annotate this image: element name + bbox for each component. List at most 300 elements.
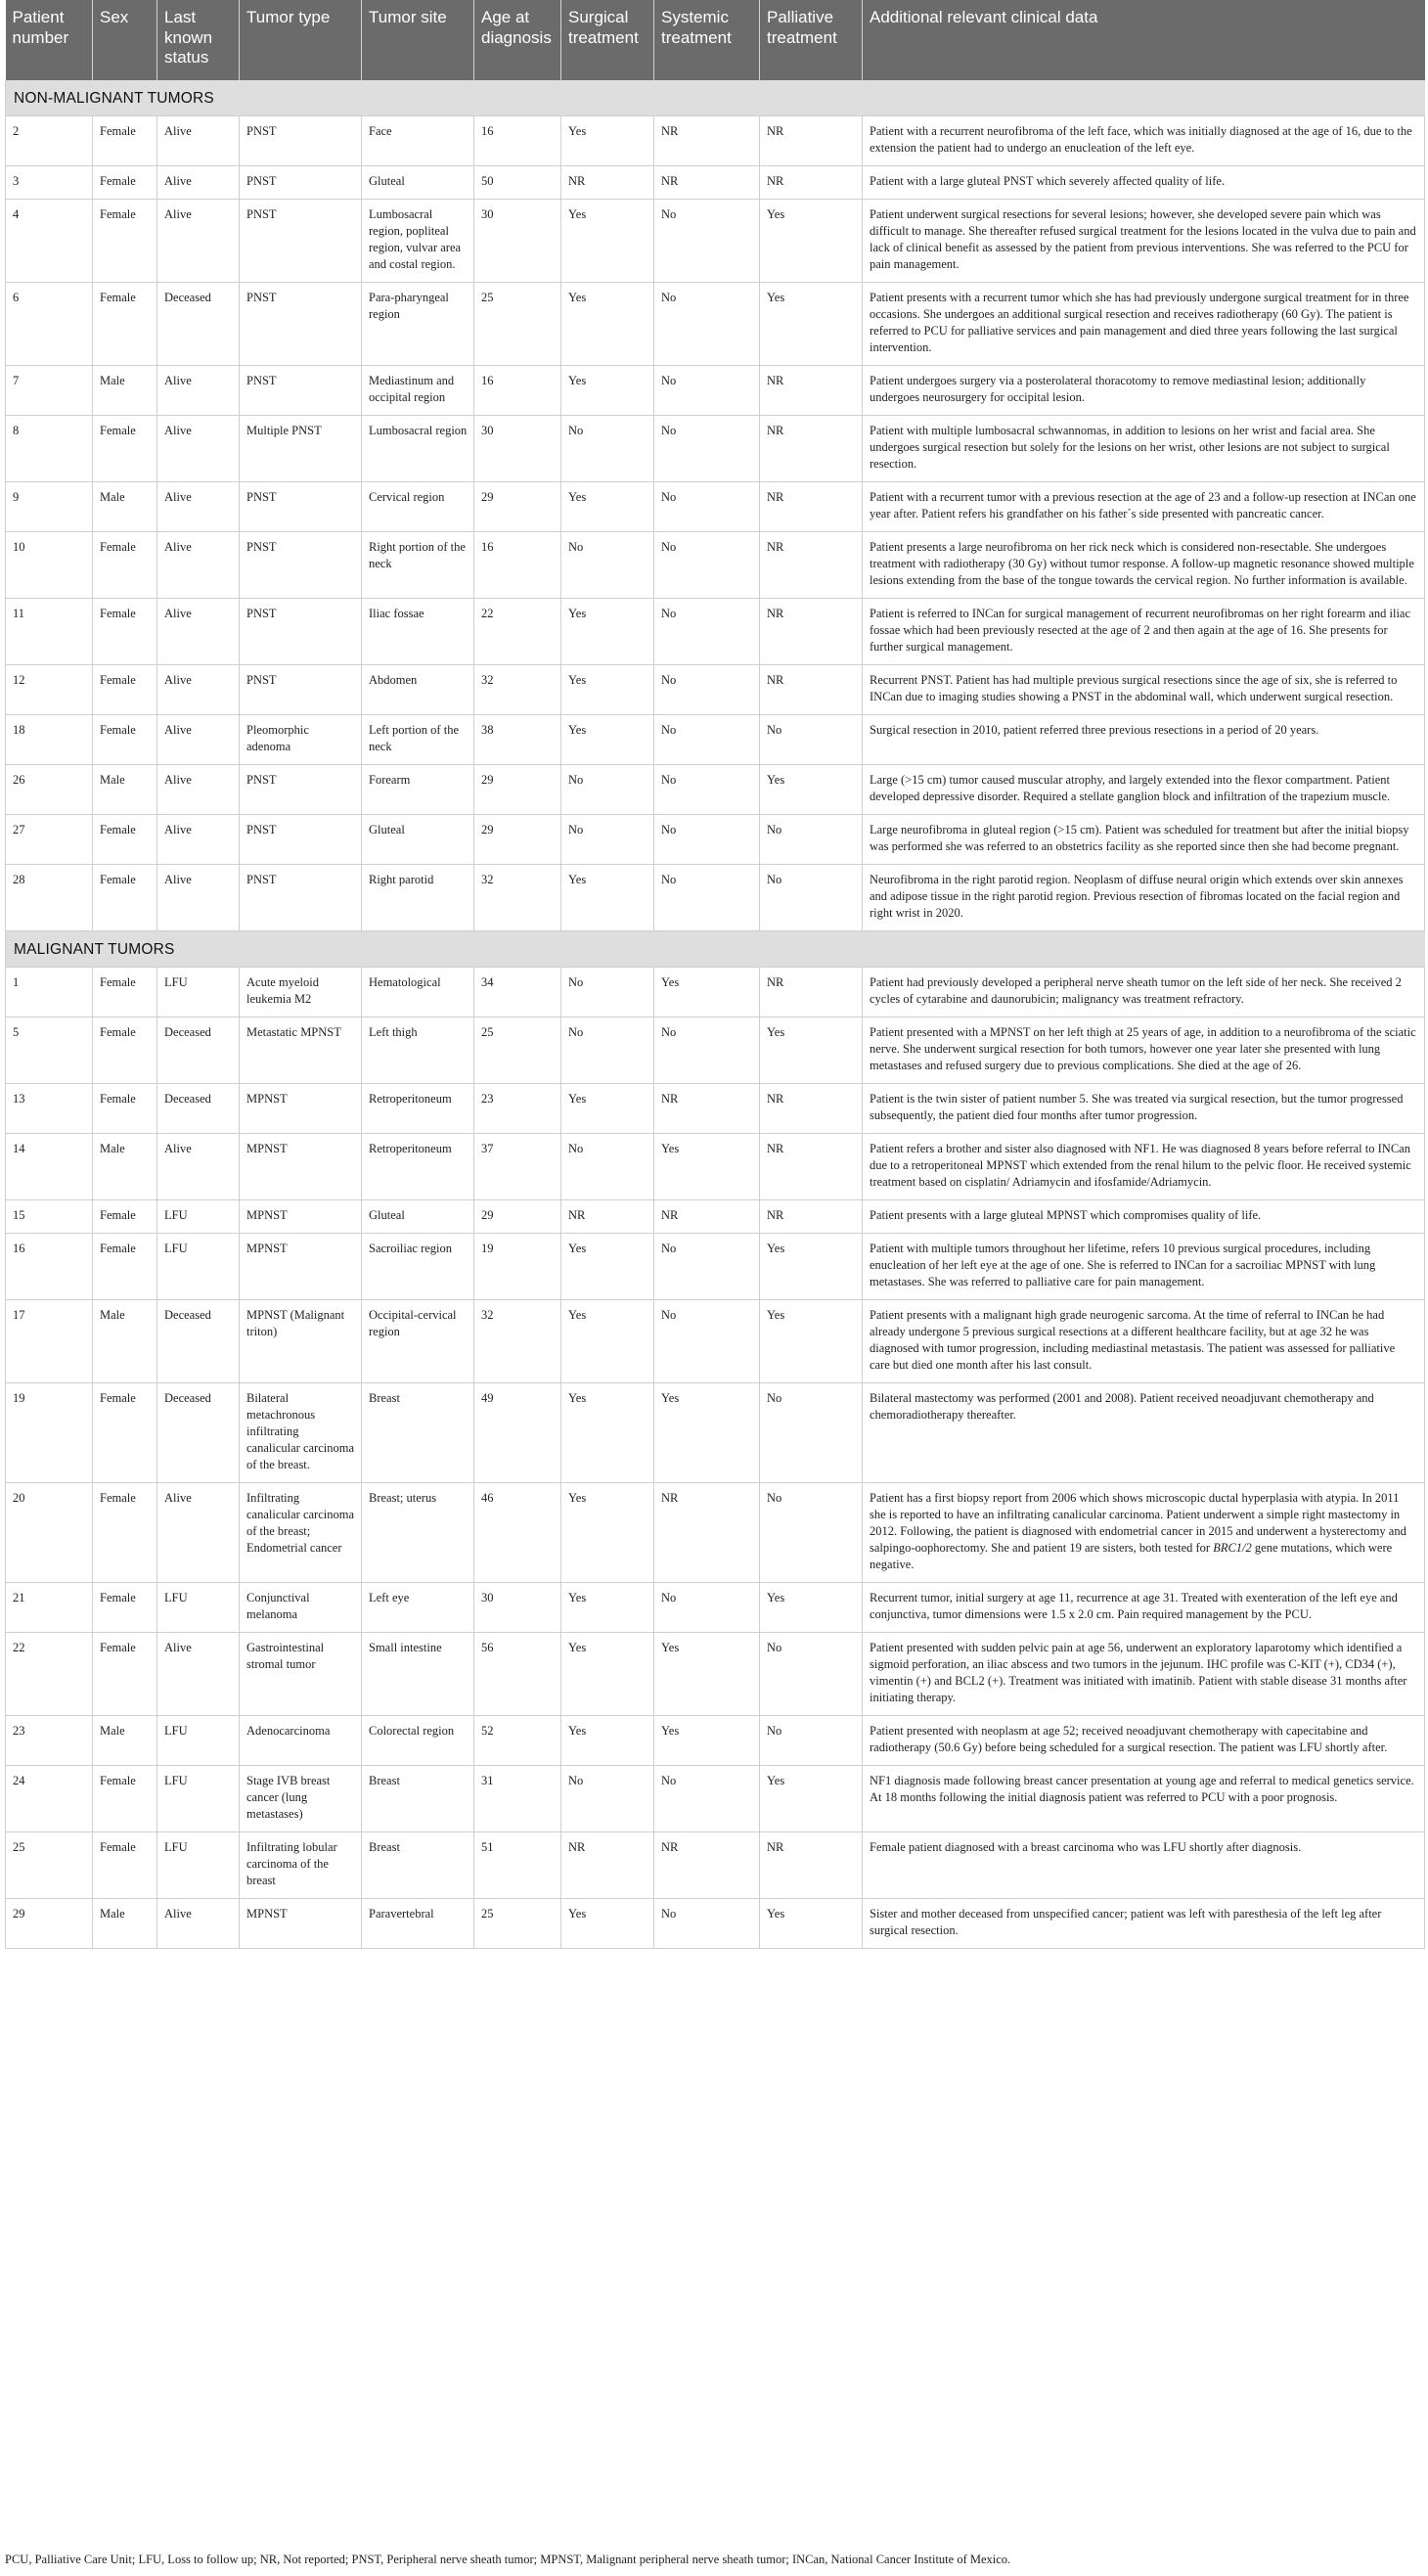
sex-cell: Male [93,1716,157,1766]
clinical-notes-cell: Patient presents a large neurofibroma on her rick neck which is considered non-resectable. She undergoes treatment with radiotherapy (30 Gy) without tumor response. A follow-up magnetic resonance showed multiple lesions extending from the base of the tongue towards the cervical region. No further information is available. [863,532,1425,599]
surgical-cell: No [561,815,654,865]
surgical-cell: Yes [561,366,654,416]
surgical-cell: No [561,1134,654,1200]
systemic-cell: NR [654,166,760,200]
surgical-cell: Yes [561,665,654,715]
age-cell: 38 [474,715,561,765]
tumor-site-cell: Right portion of the neck [362,532,474,599]
age-cell: 29 [474,765,561,815]
status-cell: Alive [157,1899,240,1949]
palliative-cell: NR [760,366,863,416]
palliative-cell: NR [760,482,863,532]
table-row [6,1300,1425,1383]
age-cell: 52 [474,1716,561,1766]
header-additional-clinical-data: Additional relevant clinical data [863,0,1425,80]
systemic-cell: NR [654,116,760,166]
systemic-cell: No [654,1583,760,1633]
patient-number-cell: 20 [6,1483,93,1583]
age-cell: 32 [474,1300,561,1383]
palliative-cell: Yes [760,1899,863,1949]
clinical-notes-cell: Patient has a first biopsy report from 2006 which shows microscopic ductal hyperplasia with atypia. In 2011 she is reported to have an infiltrating canalicular carcinoma. Patient underwent a simple right mastectomy in 2012. Following, the patient is diagnosed with endometrial cancer in 2015 and underwent a hysterectomy and salpingo-oophorectomy. She and patient 19 are sisters, both tested for BRC1/2 gene mutations, which were negative. [863,1483,1425,1583]
surgical-cell: Yes [561,482,654,532]
table-row [6,1234,1425,1300]
sex-cell: Female [93,1832,157,1899]
surgical-cell: Yes [561,599,654,665]
patient-number-cell: 21 [6,1583,93,1633]
patient-number-cell: 7 [6,366,93,416]
tumor-site-cell: Abdomen [362,665,474,715]
palliative-cell: Yes [760,765,863,815]
tumor-site-cell: Occipital-cervical region [362,1300,474,1383]
age-cell: 56 [474,1633,561,1716]
tumor-type-cell: MPNST (Malignant triton) [240,1300,362,1383]
sex-cell: Female [93,665,157,715]
header-systemic-treatment: Systemic treatment [654,0,760,80]
age-cell: 29 [474,482,561,532]
patient-number-cell: 15 [6,1200,93,1234]
table-row [6,715,1425,765]
status-cell: LFU [157,1766,240,1832]
patient-number-cell: 3 [6,166,93,200]
status-cell: Deceased [157,1084,240,1134]
table-body [6,80,1425,1949]
systemic-cell: No [654,599,760,665]
table-row [6,1383,1425,1483]
systemic-cell: Yes [654,1383,760,1483]
surgical-cell: Yes [561,865,654,931]
systemic-cell: NR [654,1200,760,1234]
surgical-cell: No [561,416,654,482]
header-patient-number: Patient number [6,0,93,80]
tumor-site-cell: Sacroiliac region [362,1234,474,1300]
age-cell: 30 [474,416,561,482]
surgical-cell: Yes [561,1084,654,1134]
surgical-cell: Yes [561,1583,654,1633]
status-cell: Alive [157,116,240,166]
tumor-site-cell: Retroperitoneum [362,1134,474,1200]
table-row [6,1084,1425,1134]
header-tumor-type: Tumor type [240,0,362,80]
palliative-cell: Yes [760,283,863,366]
tumor-type-cell: Adenocarcinoma [240,1716,362,1766]
surgical-cell: NR [561,166,654,200]
tumor-type-cell: Metastatic MPNST [240,1017,362,1084]
tumor-site-cell: Right parotid [362,865,474,931]
clinical-notes-cell: Patient presents with a recurrent tumor which she has had previously undergone surgical treatment for in three occasions. She undergoes an additional surgical resection and receives radiotherapy (60 Gy). The patient is referred to PCU for palliative services and pain management and died three years following the last surgical intervention. [863,283,1425,366]
table-row [6,1832,1425,1899]
status-cell: Deceased [157,283,240,366]
systemic-cell: No [654,765,760,815]
table-row [6,116,1425,166]
status-cell: LFU [157,1200,240,1234]
palliative-cell: No [760,1483,863,1583]
palliative-cell: No [760,715,863,765]
status-cell: Alive [157,1134,240,1200]
tumor-site-cell: Gluteal [362,166,474,200]
surgical-cell: No [561,765,654,815]
systemic-cell: NR [654,1084,760,1134]
clinical-notes-cell: Sister and mother deceased from unspecified cancer; patient was left with paresthesia of the left leg after surgical resection. [863,1899,1425,1949]
clinical-notes-cell: Patient with a recurrent tumor with a previous resection at the age of 23 and a follow-up resection at INCan one year after. Patient refers his grandfather on his father´s side presented with pancreatic cancer. [863,482,1425,532]
palliative-cell: Yes [760,1583,863,1633]
tumor-site-cell: Para-pharyngeal region [362,283,474,366]
sex-cell: Female [93,1084,157,1134]
table-row [6,1716,1425,1766]
sex-cell: Female [93,1383,157,1483]
sex-cell: Female [93,968,157,1017]
clinical-notes-cell: Recurrent tumor, initial surgery at age 11, recurrence at age 31. Treated with exenteration of the left eye and conjunctiva, tumor dimensions were 1.5 x 2.0 cm. Pain required management by the PCU. [863,1583,1425,1633]
tumor-type-cell: PNST [240,865,362,931]
clinical-notes-cell: Patient is referred to INCan for surgical management of recurrent neurofibromas on her right forearm and iliac fossae which had been previously resected at the age of 2 and then again at the age of 16. She presents for further surgical management. [863,599,1425,665]
patient-number-cell: 17 [6,1300,93,1383]
tumor-type-cell: Stage IVB breast cancer (lung metastases) [240,1766,362,1832]
table-row [6,1583,1425,1633]
header-row [6,0,1425,80]
palliative-cell: No [760,1383,863,1483]
status-cell: Alive [157,200,240,283]
header-last-known-status: Last known status [157,0,240,80]
surgical-cell: Yes [561,1899,654,1949]
systemic-cell: No [654,1234,760,1300]
age-cell: 25 [474,1899,561,1949]
clinical-notes-cell: Patient undergoes surgery via a posterolateral thoracotomy to remove mediastinal lesion; additionally undergoes neurosurgery for occipital lesion. [863,366,1425,416]
clinical-notes-cell: Female patient diagnosed with a breast carcinoma who was LFU shortly after diagnosis. [863,1832,1425,1899]
tumor-type-cell: MPNST [240,1899,362,1949]
clinical-notes-cell: Patient presented with a MPNST on her left thigh at 25 years of age, in addition to a neurofibroma of the sciatic nerve. She underwent surgical resection for both tumors, however one year later she presented with lung metastases and refused surgery due to previous complications. She died at the age of 26. [863,1017,1425,1084]
tumor-type-cell: Gastrointestinal stromal tumor [240,1633,362,1716]
sex-cell: Female [93,1200,157,1234]
systemic-cell: No [654,1300,760,1383]
systemic-cell: No [654,1899,760,1949]
sex-cell: Female [93,166,157,200]
tumor-type-cell: PNST [240,482,362,532]
header-age-at-diagnosis: Age at diagnosis [474,0,561,80]
surgical-cell: Yes [561,1383,654,1483]
surgical-cell: No [561,968,654,1017]
table-row [6,815,1425,865]
age-cell: 16 [474,366,561,416]
table-row [6,482,1425,532]
status-cell: Alive [157,765,240,815]
section-title: MALIGNANT TUMORS [6,931,1425,968]
age-cell: 22 [474,599,561,665]
tumor-type-cell: Pleomorphic adenoma [240,715,362,765]
surgical-cell: Yes [561,1483,654,1583]
tumor-site-cell: Lumbosacral region, popliteal region, vulvar area and costal region. [362,200,474,283]
surgical-cell: No [561,1766,654,1832]
palliative-cell: Yes [760,200,863,283]
age-cell: 50 [474,166,561,200]
tumor-type-cell: PNST [240,532,362,599]
tumor-site-cell: Paravertebral [362,1899,474,1949]
surgical-cell: No [561,532,654,599]
sex-cell: Female [93,200,157,283]
patient-number-cell: 8 [6,416,93,482]
status-cell: Alive [157,416,240,482]
status-cell: Alive [157,1633,240,1716]
table-row [6,1483,1425,1583]
status-cell: Deceased [157,1383,240,1483]
surgical-cell: No [561,1017,654,1084]
palliative-cell: NR [760,532,863,599]
systemic-cell: No [654,665,760,715]
tumor-type-cell: Bilateral metachronous infiltrating canalicular carcinoma of the breast. [240,1383,362,1483]
patient-number-cell: 29 [6,1899,93,1949]
tumor-type-cell: PNST [240,599,362,665]
status-cell: Deceased [157,1017,240,1084]
systemic-cell: No [654,416,760,482]
systemic-cell: No [654,532,760,599]
palliative-cell: No [760,865,863,931]
status-cell: Alive [157,815,240,865]
palliative-cell: NR [760,1084,863,1134]
clinical-notes-cell: Patient with multiple lumbosacral schwannomas, in addition to lesions on her wrist and facial area. She undergoes surgical resection but solely for the lesions on her wrist, other lesions are not subject to surgical resection. [863,416,1425,482]
tumor-type-cell: MPNST [240,1134,362,1200]
clinical-notes-cell: Large neurofibroma in gluteal region (>15 cm). Patient was scheduled for treatment but after the initial biopsy was performed she was referred to an obstetrics facility as she reported since then she had become pregnant. [863,815,1425,865]
patient-number-cell: 27 [6,815,93,865]
table-row [6,599,1425,665]
systemic-cell: NR [654,1832,760,1899]
table-row [6,166,1425,200]
table-row [6,1200,1425,1234]
systemic-cell: No [654,815,760,865]
palliative-cell: NR [760,1200,863,1234]
tumor-type-cell: PNST [240,366,362,416]
table-row [6,1899,1425,1949]
status-cell: Alive [157,665,240,715]
age-cell: 32 [474,865,561,931]
table-row [6,283,1425,366]
systemic-cell: Yes [654,968,760,1017]
palliative-cell: No [760,1633,863,1716]
table-row [6,366,1425,416]
status-cell: LFU [157,968,240,1017]
patient-number-cell: 9 [6,482,93,532]
age-cell: 46 [474,1483,561,1583]
sex-cell: Female [93,1234,157,1300]
age-cell: 32 [474,665,561,715]
tumor-site-cell: Breast; uterus [362,1483,474,1583]
palliative-cell: NR [760,1134,863,1200]
palliative-cell: No [760,1716,863,1766]
tumor-type-cell: Multiple PNST [240,416,362,482]
tumor-site-cell: Iliac fossae [362,599,474,665]
clinical-notes-cell: Bilateral mastectomy was performed (2001 and 2008). Patient received neoadjuvant chemotherapy and chemoradiotherapy thereafter. [863,1383,1425,1483]
tumor-site-cell: Breast [362,1766,474,1832]
systemic-cell: No [654,200,760,283]
patient-number-cell: 26 [6,765,93,815]
section-header-row [6,80,1425,116]
age-cell: 51 [474,1832,561,1899]
age-cell: 29 [474,815,561,865]
systemic-cell: No [654,482,760,532]
sex-cell: Male [93,482,157,532]
surgical-cell: Yes [561,283,654,366]
age-cell: 23 [474,1084,561,1134]
sex-cell: Female [93,599,157,665]
clinical-notes-cell: Large (>15 cm) tumor caused muscular atrophy, and largely extended into the flexor compartment. Patient developed depressive disorder. Required a stellate ganglion block and infiltration of the trapezium muscle. [863,765,1425,815]
tumor-type-cell: Infiltrating lobular carcinoma of the breast [240,1832,362,1899]
tumor-site-cell: Forearm [362,765,474,815]
patient-number-cell: 28 [6,865,93,931]
sex-cell: Female [93,1583,157,1633]
patient-number-cell: 22 [6,1633,93,1716]
patient-number-cell: 1 [6,968,93,1017]
tumor-site-cell: Gluteal [362,815,474,865]
age-cell: 30 [474,200,561,283]
header-sex: Sex [93,0,157,80]
palliative-cell: No [760,815,863,865]
patient-number-cell: 6 [6,283,93,366]
age-cell: 37 [474,1134,561,1200]
section-header-row [6,931,1425,968]
status-cell: Alive [157,1483,240,1583]
tumor-site-cell: Hematological [362,968,474,1017]
status-cell: LFU [157,1716,240,1766]
surgical-cell: Yes [561,1234,654,1300]
table-row [6,532,1425,599]
sex-cell: Female [93,715,157,765]
table-row [6,765,1425,815]
header-tumor-site: Tumor site [362,0,474,80]
clinical-notes-cell: Recurrent PNST. Patient has had multiple previous surgical resections since the age of six, she is referred to INCan due to imaging studies showing a PNST in the abdominal wall, which underwent surgical resection. [863,665,1425,715]
tumor-type-cell: PNST [240,765,362,815]
patient-number-cell: 10 [6,532,93,599]
table-row [6,1766,1425,1832]
patient-number-cell: 23 [6,1716,93,1766]
tumor-type-cell: PNST [240,815,362,865]
table-row [6,200,1425,283]
table-row [6,1017,1425,1084]
palliative-cell: NR [760,166,863,200]
tumor-type-cell: PNST [240,166,362,200]
systemic-cell: Yes [654,1134,760,1200]
surgical-cell: Yes [561,1300,654,1383]
sex-cell: Female [93,1766,157,1832]
tumor-site-cell: Cervical region [362,482,474,532]
patient-number-cell: 5 [6,1017,93,1084]
palliative-cell: Yes [760,1300,863,1383]
patient-number-cell: 11 [6,599,93,665]
tumor-site-cell: Breast [362,1383,474,1483]
patient-number-cell: 14 [6,1134,93,1200]
status-cell: Alive [157,599,240,665]
palliative-cell: NR [760,665,863,715]
sex-cell: Male [93,366,157,416]
age-cell: 25 [474,283,561,366]
clinical-notes-cell: Patient underwent surgical resections for several lesions; however, she developed severe pain which was difficult to manage. She thereafter refused surgical treatment for the lesions located in the vulva due to pain and lack of clinical benefit as assessed by the patient from previous interventions. She was referred to the PCU for pain management. [863,200,1425,283]
age-cell: 16 [474,532,561,599]
clinical-notes-cell: Patient presented with neoplasm at age 52; received neoadjuvant chemotherapy with capecitabine and radiotherapy (50.6 Gy) before being scheduled for a surgical resection. The patient was LFU shortly after. [863,1716,1425,1766]
patient-number-cell: 4 [6,200,93,283]
surgical-cell: Yes [561,1716,654,1766]
table-row [6,1134,1425,1200]
sex-cell: Male [93,1899,157,1949]
status-cell: Alive [157,532,240,599]
sex-cell: Female [93,815,157,865]
sex-cell: Female [93,1633,157,1716]
gene-name: BRC1/2 [1213,1541,1252,1556]
palliative-cell: NR [760,1832,863,1899]
systemic-cell: No [654,865,760,931]
clinical-notes-cell: Patient presents with a malignant high grade neurogenic sarcoma. At the time of referral to INCan he had already undergone 5 previous surgical resections at a different healthcare facility, but at age 32 he was diagnosed with tumor progression, including mediastinal metastasis. The patient was assessed for palliative care but died one month after his last consult. [863,1300,1425,1383]
age-cell: 30 [474,1583,561,1633]
table-row [6,1633,1425,1716]
patient-number-cell: 24 [6,1766,93,1832]
clinical-notes-cell: Patient presents with a large gluteal MPNST which compromises quality of life. [863,1200,1425,1234]
surgical-cell: NR [561,1832,654,1899]
surgical-cell: Yes [561,715,654,765]
sex-cell: Female [93,532,157,599]
age-cell: 16 [474,116,561,166]
table-row [6,968,1425,1017]
tumor-type-cell: Infiltrating canalicular carcinoma of the breast; Endometrial cancer [240,1483,362,1583]
tumor-type-cell: Conjunctival melanoma [240,1583,362,1633]
tumor-site-cell: Small intestine [362,1633,474,1716]
tumor-site-cell: Left thigh [362,1017,474,1084]
patient-number-cell: 13 [6,1084,93,1134]
patient-number-cell: 2 [6,116,93,166]
table-row [6,665,1425,715]
status-cell: Alive [157,482,240,532]
surgical-cell: Yes [561,200,654,283]
age-cell: 31 [474,1766,561,1832]
sex-cell: Female [93,865,157,931]
clinical-notes-cell: NF1 diagnosis made following breast cancer presentation at young age and referral to medical genetics service. At 18 months following the initial diagnosis patient was referred to PCU with a poor prognosis. [863,1766,1425,1832]
tumor-type-cell: Acute myeloid leukemia M2 [240,968,362,1017]
clinical-notes-cell: Patient had previously developed a peripheral nerve sheath tumor on the left side of her neck. She received 2 cycles of cytarabine and daunorubicin; malignancy was treatment refractory. [863,968,1425,1017]
section-title: NON-MALIGNANT TUMORS [6,80,1425,116]
tumor-site-cell: Lumbosacral region [362,416,474,482]
header-palliative-treatment: Palliative treatment [760,0,863,80]
sex-cell: Male [93,1134,157,1200]
tumor-site-cell: Retroperitoneum [362,1084,474,1134]
table-footnote: PCU, Palliative Care Unit; LFU, Loss to follow up; NR, Not reported; PNST, Peripheral nerve sheath tumor; MPNST, Malignant peripheral nerve sheath tumor; INCan, National Cancer Institute of Mexico. [5,2553,1011,2566]
table-row [6,416,1425,482]
age-cell: 29 [474,1200,561,1234]
tumor-type-cell: MPNST [240,1084,362,1134]
clinical-notes-cell: Patient with a recurrent neurofibroma of the left face, which was initially diagnosed at the age of 16, due to the extension the patient had to undergo an enucleation of the left eye. [863,116,1425,166]
tumor-site-cell: Left portion of the neck [362,715,474,765]
status-cell: LFU [157,1234,240,1300]
status-cell: Deceased [157,1300,240,1383]
status-cell: LFU [157,1832,240,1899]
systemic-cell: Yes [654,1633,760,1716]
tumor-type-cell: PNST [240,665,362,715]
age-cell: 49 [474,1383,561,1483]
patient-number-cell: 16 [6,1234,93,1300]
clinical-notes-cell: Patient presented with sudden pelvic pain at age 56, underwent an exploratory laparotomy which identified a sigmoid perforation, an iliac abscess and two tumors in the jejunum. IHC profile was C-KIT (+), CD34 (+), vimentin (+) and BCL2 (+). Treatment was initiated with imatinib. Patient with stable disease 31 months after initiating therapy. [863,1633,1425,1716]
patient-number-cell: 19 [6,1383,93,1483]
clinical-notes-cell: Patient refers a brother and sister also diagnosed with NF1. He was diagnosed 8 years before referral to INCan due to a retroperitoneal MPNST which extended from the renal hilum to the pelvic floor. He received systemic treatment based on cisplatin/ Adriamycin and ifosfamide/Adriamycin. [863,1134,1425,1200]
surgical-cell: Yes [561,1633,654,1716]
systemic-cell: No [654,1766,760,1832]
table-row [6,865,1425,931]
palliative-cell: NR [760,416,863,482]
palliative-cell: NR [760,116,863,166]
patient-number-cell: 12 [6,665,93,715]
clinical-notes-cell: Patient with multiple tumors throughout her lifetime, refers 10 previous surgical procedures, including enucleation of her left eye at the age of one. She is referred to INCan for a sacroiliac MPNST with lung metastases. She was referred to palliative care for pain management. [863,1234,1425,1300]
sex-cell: Female [93,283,157,366]
header-surgical-treatment: Surgical treatment [561,0,654,80]
surgical-cell: NR [561,1200,654,1234]
tumor-site-cell: Colorectal region [362,1716,474,1766]
sex-cell: Female [93,416,157,482]
palliative-cell: NR [760,599,863,665]
age-cell: 19 [474,1234,561,1300]
tumor-site-cell: Breast [362,1832,474,1899]
sex-cell: Male [93,1300,157,1383]
